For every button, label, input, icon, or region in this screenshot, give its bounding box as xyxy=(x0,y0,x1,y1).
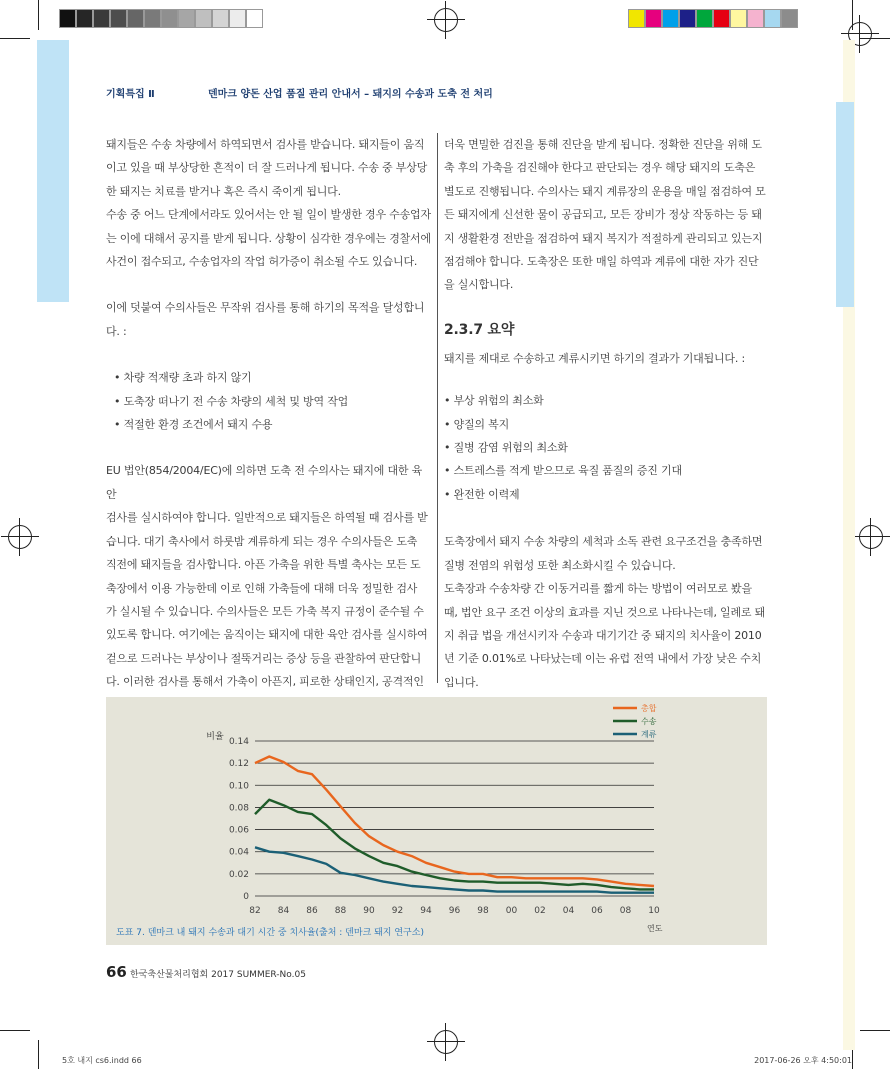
list-item: • 차량 적재량 초과 하지 않기 xyxy=(114,371,252,385)
crop-mark xyxy=(38,1040,39,1069)
text-line: 때, 법안 요구 조건 이상의 효과를 지닌 것으로 나타나는데, 일례로 돼 xyxy=(444,605,766,619)
file-slug: 5호 내지 cs6.indd 66 xyxy=(62,1056,142,1065)
x-tick-label: 08 xyxy=(619,906,632,916)
text-line: 있도록 합니다. 여기에는 움직이는 돼지에 대한 육안 검사를 실시하여 xyxy=(106,628,428,642)
left-column xyxy=(106,133,431,740)
text-line: 입니다. xyxy=(444,675,479,689)
process-swatch xyxy=(679,9,696,28)
x-tick-label: 88 xyxy=(334,906,347,916)
text-line: 지 생활환경 전반을 점검하여 돼지 복지가 적절하게 관리되고 있는지 xyxy=(444,231,763,245)
registration-mark-bottom xyxy=(434,1030,458,1054)
chart-panel xyxy=(106,697,767,945)
gray-swatch xyxy=(212,9,229,28)
y-tick-label: 0.12 xyxy=(228,759,249,770)
publication-line: 한국축산물처리협회 2017 SUMMER-No.05 xyxy=(130,970,306,980)
crop-mark xyxy=(38,0,39,30)
x-tick-label: 90 xyxy=(363,906,375,916)
figure-caption: 도표 7. 덴마크 내 돼지 수송과 대기 시간 중 치사율(출처 : 덴마크 돼지 연구소) xyxy=(116,928,424,938)
x-tick-label: 04 xyxy=(562,906,575,916)
text-line: EU 법안(854/2004/EC)에 의하면 도축 전 수의사는 돼지에 대한 육안 xyxy=(106,464,423,501)
text-line: 한 돼지는 치료를 받거나 혹은 즉시 죽이게 됩니다. xyxy=(106,184,341,198)
process-color-bar xyxy=(628,9,798,28)
text-line: 더욱 면밀한 검진을 통해 진단을 받게 됩니다. 정확한 진단을 위해 도 xyxy=(444,138,762,151)
x-tick-label: 96 xyxy=(448,906,461,916)
series-line xyxy=(255,847,654,892)
timestamp-slug: 2017-06-26 오후 4:50:01 xyxy=(754,1056,852,1065)
left-accent-bar xyxy=(37,40,69,302)
crop-mark xyxy=(860,38,890,39)
text-line: 질병 전염의 위험성 또한 최소화시킬 수 있습니다. xyxy=(444,558,676,572)
x-tick-label: 84 xyxy=(277,906,290,916)
text-line: 습니다. 대기 축사에서 하룻밤 계류하게 되는 경우 수의사들은 도축 xyxy=(106,534,418,548)
text-line: 도축장에서 돼지 수송 차량의 세척과 소독 관련 요구조건을 충족하면 xyxy=(444,535,763,549)
gray-swatch xyxy=(127,9,144,28)
process-swatch xyxy=(662,9,679,28)
gray-swatch xyxy=(178,9,195,28)
section-heading: 2.3.7 요약 xyxy=(444,321,515,338)
x-tick-label: 02 xyxy=(534,906,546,916)
x-axis-label: 연도 xyxy=(647,924,663,933)
series-line xyxy=(255,757,654,887)
crop-mark xyxy=(852,0,853,30)
registration-mark-right xyxy=(859,525,883,549)
process-swatch xyxy=(628,9,645,28)
text-line: 별도로 진행됩니다. 수의사는 돼지 계류장의 운용을 매일 점검하여 모 xyxy=(444,184,766,198)
x-tick-label: 94 xyxy=(420,906,432,916)
x-tick-label: 06 xyxy=(591,906,603,916)
text-line: 이에 덧붙여 수의사들은 무작위 검사를 통해 하기의 목적을 달성합니다. : xyxy=(106,301,425,338)
gray-color-bar xyxy=(59,9,263,28)
running-title: 덴마크 양돈 산업 품질 관리 안내서 – 돼지의 수송과 도축 전 처리 xyxy=(208,89,493,100)
x-tick-label: 92 xyxy=(391,906,404,916)
gray-swatch xyxy=(161,9,178,28)
text-line: 년 기준 0.01%로 나타났는데 이는 유럽 전역 내에서 가장 낮은 수치 xyxy=(444,652,762,666)
y-tick-label: 0.08 xyxy=(228,803,249,814)
text-line: 점검해야 합니다. 도축장은 또한 매일 하역과 계류에 대한 자가 진단 xyxy=(444,255,759,269)
process-swatch xyxy=(781,9,798,28)
text-line: 든 돼지에게 신선한 물이 공급되고, 모든 장비가 정상 작동하는 등 돼 xyxy=(444,208,762,222)
crop-mark xyxy=(0,1030,30,1031)
process-swatch xyxy=(713,9,730,28)
gray-swatch xyxy=(144,9,161,28)
text-line: 이고 있을 때 부상당한 흔적이 더 잘 드러나게 됩니다. 수송 중 부상당 xyxy=(106,161,428,175)
gray-swatch xyxy=(93,9,110,28)
right-accent-bar xyxy=(836,102,854,307)
list-item: • 스트레스를 적게 받으므로 육질 품질의 증진 기대 xyxy=(444,464,682,478)
y-tick-label: 0.06 xyxy=(228,825,249,836)
text-line: 을 실시합니다. xyxy=(444,278,514,292)
process-swatch xyxy=(645,9,662,28)
page-number: 66 xyxy=(106,963,127,981)
text-line: 는 이에 대해서 공지를 받게 됩니다. 상황이 심각한 경우에는 경찰서에 xyxy=(106,231,431,245)
series-line xyxy=(255,800,654,890)
text-line: 다. 이러한 검사를 통해서 가축이 아픈지, 피로한 상태인지, 공격적인 xyxy=(106,675,424,689)
text-line: 가 실시될 수 있습니다. 수의사들은 모든 가축 복지 규정이 준수될 수 xyxy=(106,604,424,618)
text-line: 겉으로 드러나는 부상이나 절뚝거리는 증상 등을 관찰하여 판단합니 xyxy=(106,651,422,665)
list-item: • 적절한 환경 조건에서 돼지 수용 xyxy=(114,418,273,432)
gray-swatch xyxy=(229,9,246,28)
text-line: 검사를 실시하여야 합니다. 일반적으로 돼지들은 하역될 때 검사를 받 xyxy=(106,511,428,525)
process-swatch xyxy=(747,9,764,28)
gray-swatch xyxy=(110,9,127,28)
gray-swatch xyxy=(59,9,76,28)
x-tick-label: 82 xyxy=(249,906,261,916)
y-axis-label: 비율 xyxy=(206,732,224,742)
text-line: 돼지를 제대로 수송하고 계류시키면 하기의 결과가 기대됩니다. : xyxy=(444,351,745,365)
text-line: 축 후의 가축을 검진해야 한다고 판단되는 경우 해당 돼지의 도축은 xyxy=(444,161,756,175)
y-tick-label: 0.04 xyxy=(228,847,249,858)
legend-label: 계류 xyxy=(641,730,657,739)
text-line: 돼지들은 수송 차량에서 하역되면서 검사를 받습니다. 돼지들이 움직 xyxy=(106,138,425,151)
right-column xyxy=(444,133,769,694)
legend-label: 수송 xyxy=(641,717,657,726)
y-tick-label: 0.10 xyxy=(228,781,249,792)
legend-label: 총합 xyxy=(641,704,657,713)
list-item: • 완전한 이력제 xyxy=(444,487,520,501)
process-swatch xyxy=(730,9,747,28)
y-tick-label: 0 xyxy=(243,892,249,902)
text-line: 지 취급 법을 개선시키자 수송과 대기기간 중 돼지의 치사율이 2010 xyxy=(444,628,762,642)
list-item: • 양질의 복지 xyxy=(444,417,510,431)
text-line: 축장에서 이용 가능한데 이로 인해 가축들에 대해 더욱 정밀한 검사 xyxy=(106,581,418,595)
process-swatch xyxy=(764,9,781,28)
x-tick-label: 86 xyxy=(306,906,318,916)
gray-swatch xyxy=(246,9,263,28)
list-item: • 질병 감염 위험의 최소화 xyxy=(444,441,568,455)
registration-mark-left xyxy=(8,525,32,549)
gray-swatch xyxy=(195,9,212,28)
process-swatch xyxy=(696,9,713,28)
x-tick-label: 98 xyxy=(477,906,489,916)
column-divider xyxy=(437,133,438,683)
crop-mark xyxy=(860,1030,890,1031)
x-tick-label: 00 xyxy=(505,906,518,916)
list-item: • 도축장 떠나기 전 수송 차량의 세척 및 방역 작업 xyxy=(114,394,349,408)
list-item: • 부상 위험의 최소화 xyxy=(444,394,544,408)
x-tick-label: 10 xyxy=(648,906,660,916)
registration-mark-top xyxy=(434,8,458,32)
text-line: 직전에 돼지들을 검사합니다. 아픈 가축을 위한 특별 축사는 모든 도 xyxy=(106,558,421,572)
section-label: 기획특집 Ⅱ xyxy=(106,89,155,100)
y-tick-label: 0.14 xyxy=(228,737,249,747)
text-line: 사건이 접수되고, 수송업자의 작업 허가증이 취소될 수도 있습니다. xyxy=(106,255,418,269)
text-line: 수송 중 어느 단계에서라도 있어서는 안 될 일이 발생한 경우 수송업자 xyxy=(106,208,431,222)
y-tick-label: 0.02 xyxy=(228,869,249,880)
text-line: 도축장과 수송차량 간 이동거리를 짧게 하는 방법이 여러모로 봤을 xyxy=(444,582,752,596)
mortality-line-chart xyxy=(106,697,767,945)
crop-mark xyxy=(0,38,30,39)
gray-swatch xyxy=(76,9,93,28)
